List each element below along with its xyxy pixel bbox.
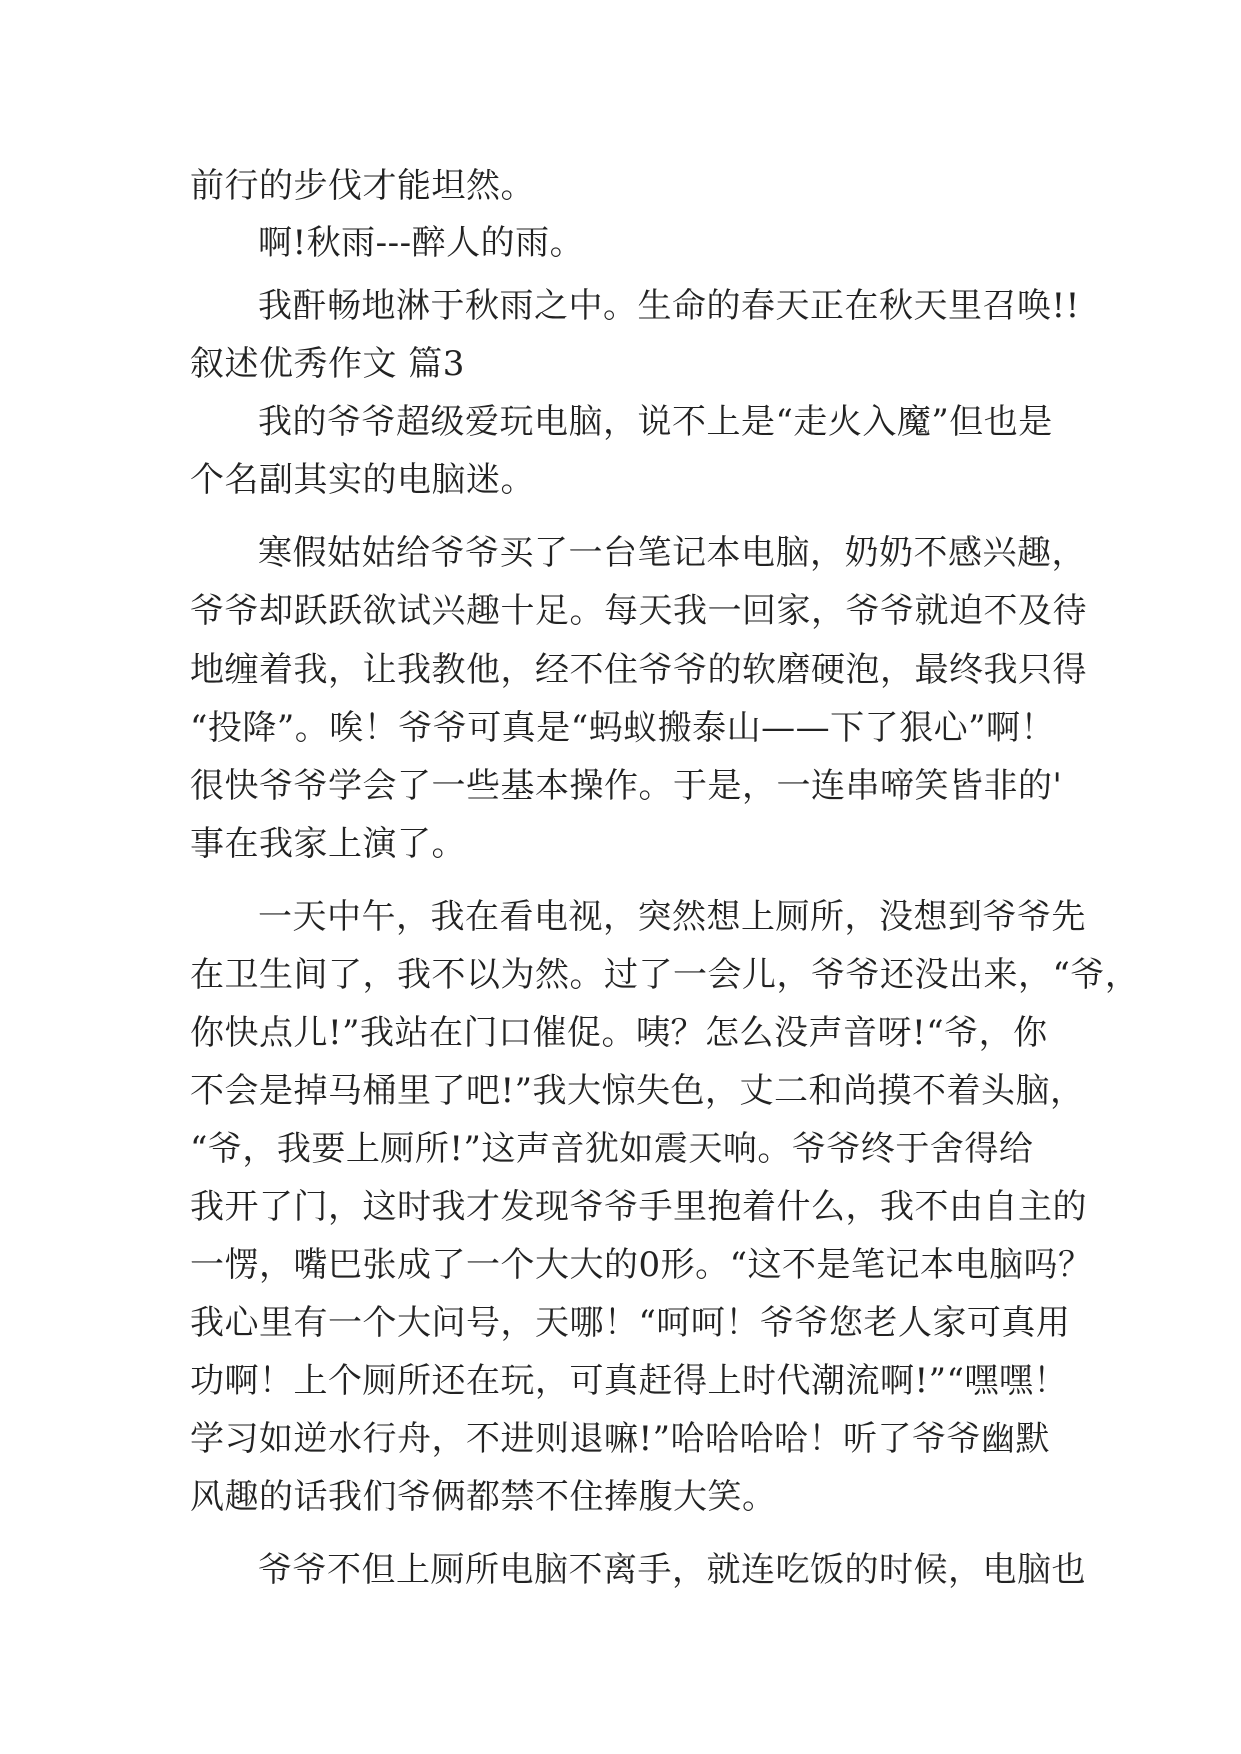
text-line: 事在我家上演了。 xyxy=(190,824,466,864)
text-line: 风趣的话我们爷俩都禁不住捧腹大笑。 xyxy=(190,1477,777,1517)
text-line: 地缠着我，让我教他，经不住爷爷的软磨硬泡，最终我只得 xyxy=(190,650,1087,690)
text-line: 爷爷不但上厕所电脑不离手，就连吃饭的时候，电脑也 xyxy=(258,1550,1086,1590)
text-line: “投降”。唉！爷爷可真是“蚂蚁搬泰山——下了狠心”啊！ xyxy=(190,708,1056,748)
text-line: 你快点儿!”我站在门口催促。咦？怎么没声音呀!“爷，你 xyxy=(190,1013,1048,1053)
text-line: 我心里有一个大问号，天哪！“呵呵！爷爷您老人家可真用 xyxy=(190,1303,1071,1343)
text-line: 前行的步伐才能坦然。 xyxy=(190,166,535,206)
section-heading: 叙述优秀作文 篇3 xyxy=(190,344,465,384)
text-line: 寒假姑姑给爷爷买了一台笔记本电脑，奶奶不感兴趣， xyxy=(258,533,1086,573)
text-line: 很快爷爷学会了一些基本操作。于是，一连串啼笑皆非的' xyxy=(190,766,1063,806)
text-line: 一天中午，我在看电视，突然想上厕所，没想到爷爷先 xyxy=(258,897,1086,937)
text-line: 我开了门，这时我才发现爷爷手里抱着什么，我不由自主的 xyxy=(190,1187,1087,1227)
text-line: 在卫生间了，我不以为然。过了一会儿，爷爷还没出来，“爷， xyxy=(190,955,1140,995)
text-line: 啊!秋雨---醉人的雨。 xyxy=(258,223,585,263)
text-line: 不会是掉马桶里了吧!”我大惊失色，丈二和尚摸不着头脑， xyxy=(190,1071,1085,1111)
text-line: 功啊！上个厕所还在玩，可真赶得上时代潮流啊!”“嘿嘿！ xyxy=(190,1361,1068,1401)
text-line: 个名副其实的电脑迷。 xyxy=(190,460,535,500)
text-line: “爷，我要上厕所!”这声音犹如震天响。爷爷终于舍得给 xyxy=(190,1129,1034,1169)
text-line: 我酐畅地淋于秋雨之中。生命的春天正在秋天里召唤!! xyxy=(258,286,1080,326)
text-line: 一愣，嘴巴张成了一个大大的0形。“这不是笔记本电脑吗？ xyxy=(190,1245,1093,1285)
text-line: 学习如逆水行舟，不进则退嘛!”哈哈哈哈！听了爷爷幽默 xyxy=(190,1419,1051,1459)
text-line: 我的爷爷超级爱玩电脑，说不上是“走火入魔”但也是 xyxy=(258,402,1053,442)
text-line: 爷爷却跃跃欲试兴趣十足。每天我一回家，爷爷就迫不及待 xyxy=(190,591,1087,631)
